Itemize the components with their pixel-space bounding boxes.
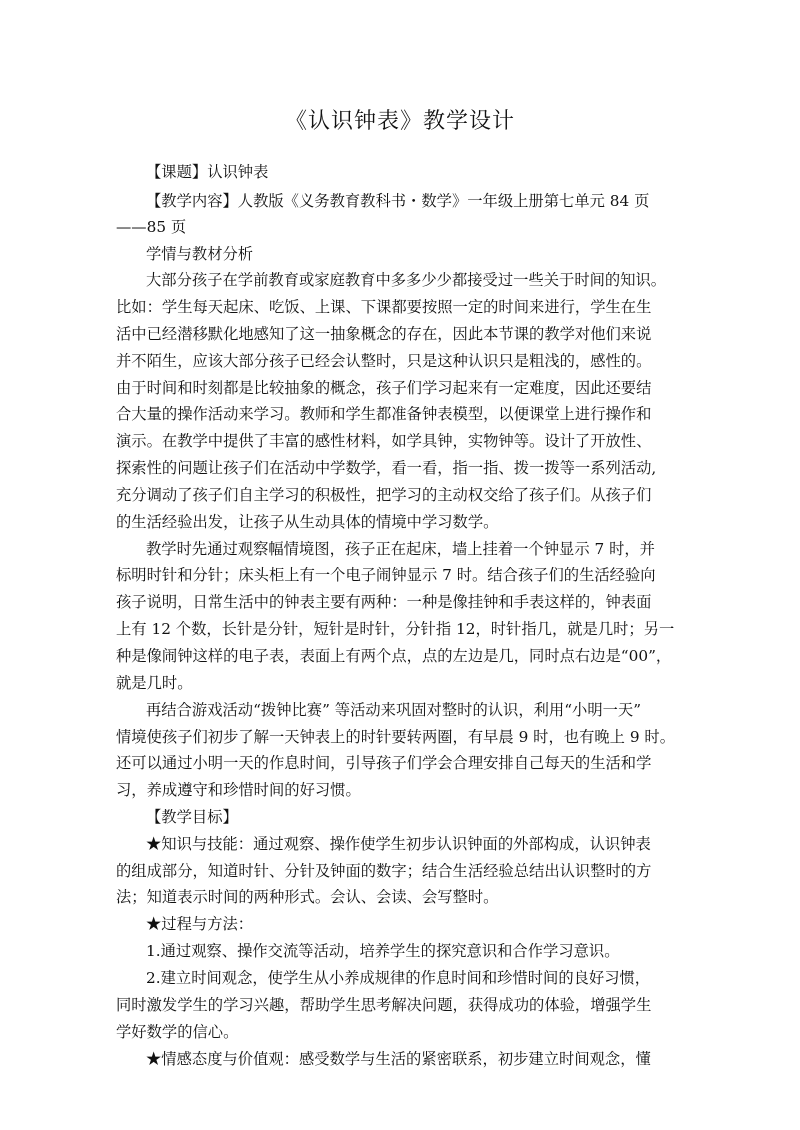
paragraph-line: 再结合游戏活动“拨钟比赛” 等活动来巩固对整时的认识，利用“小明一天”	[146, 701, 642, 719]
paragraph-line: 种是像闹钟这样的电子表，表面上有两个点，点的左边是几，同时点右边是“00”，	[116, 647, 672, 665]
objective-knowledge-line: ★知识与技能：通过观察、操作使学生初步认识钟面的外部构成，认识钟表	[146, 835, 651, 853]
objective-knowledge-line: 的组成部分，知道时针、分针及钟面的数字；结合生活经验总结出认识整时的方	[116, 862, 652, 880]
paragraph-line: 教学时先通过观察幅情境图，孩子正在起床，墙上挂着一个钟显示 7 时，并	[146, 540, 655, 558]
paragraph-line: 上有 12 个数，长针是分针，短针是时针，分针指 12，时针指几，就是几时；另一	[116, 620, 675, 638]
paragraph-line: 的生活经验出发，让孩子从生动具体的情境中学习数学。	[116, 513, 499, 531]
paragraph-line: 孩子说明，日常生活中的钟表主要有两种：一种是像挂钟和手表这样的，钟表面	[116, 593, 652, 611]
paragraph-line: 还可以通过小明一天的作息时间，引导孩子们学会合理安排自己每天的生活和学	[116, 754, 652, 772]
paragraph-line: 合大量的操作活动来学习。教师和学生都准备钟表模型，以便课堂上进行操作和	[116, 405, 652, 423]
document-title: 《认识钟表》教学设计	[284, 109, 515, 134]
section-heading-objectives: 【教学目标】	[146, 808, 238, 826]
section-heading-analysis: 学情与教材分析	[146, 245, 254, 263]
objective-process-item-2-cont: 学好数学的信心。	[116, 1023, 239, 1041]
objective-process-item-2: 2.建立时间观念，使学生从小养成规律的作息时间和珍惜时间的良好习惯，	[146, 969, 651, 987]
objective-process-item-1: 1.通过观察、操作交流等活动，培养学生的探究意识和合作学习意识。	[146, 942, 620, 960]
objective-knowledge-line: 法；知道表示时间的两种形式。会认、会读、会写整时。	[116, 888, 499, 906]
paragraph-line: 情境使孩子们初步了解一天钟表上的时针要转两圈，有早晨 9 时，也有晚上 9 时。	[116, 728, 676, 746]
paragraph-line: 演示。在教学中提供了丰富的感性材料，如学具钟，实物钟等。设计了开放性、	[116, 432, 652, 450]
objective-process-item-2-cont: 同时激发学生的学习兴趣，帮助学生思考解决问题，获得成功的体验，增强学生	[116, 996, 652, 1014]
objective-process-heading: ★过程与方法：	[146, 915, 254, 933]
lesson-topic-line: 【课题】认识钟表	[146, 163, 269, 181]
teaching-content-line-cont: ——85 页	[116, 218, 187, 236]
paragraph-line: 习，养成遵守和珍惜时间的好习惯。	[116, 781, 361, 799]
paragraph-line: 就是几时。	[116, 674, 193, 692]
paragraph-line: 并不陌生，应该大部分孩子已经会认整时，只是这种认识只是粗浅的，感性的。	[116, 352, 652, 370]
paragraph-line: 比如：学生每天起床、吃饭、上课、下课都要按照一定的时间来进行，学生在生	[116, 298, 652, 316]
objective-attitude-line: ★情感态度与价值观：感受数学与生活的紧密联系，初步建立时间观念，懂	[146, 1050, 651, 1068]
paragraph-line: 充分调动了孩子们自主学习的积极性，把学习的主动权交给了孩子们。从孩子们	[116, 486, 652, 504]
paragraph-line: 活中已经潜移默化地感知了这一抽象概念的存在，因此本节课的教学对他们来说	[116, 325, 652, 343]
paragraph-line: 探索性的问题让孩子们在活动中学数学，看一看，指一指、拨一拨等一系列活动,	[116, 459, 657, 477]
teaching-content-line: 【教学内容】人教版《义务教育教科书・数学》一年级上册第七单元 84 页	[146, 192, 650, 210]
paragraph-line: 标明时针和分针；床头柜上有一个电子闹钟显示 7 时。结合孩子们的生活经验向	[116, 566, 656, 584]
paragraph-line: 由于时间和时刻都是比较抽象的概念，孩子们学习起来有一定难度，因此还要结	[116, 379, 652, 397]
paragraph-line: 大部分孩子在学前教育或家庭教育中多多少少都接受过一些关于时间的知识。	[146, 271, 667, 289]
